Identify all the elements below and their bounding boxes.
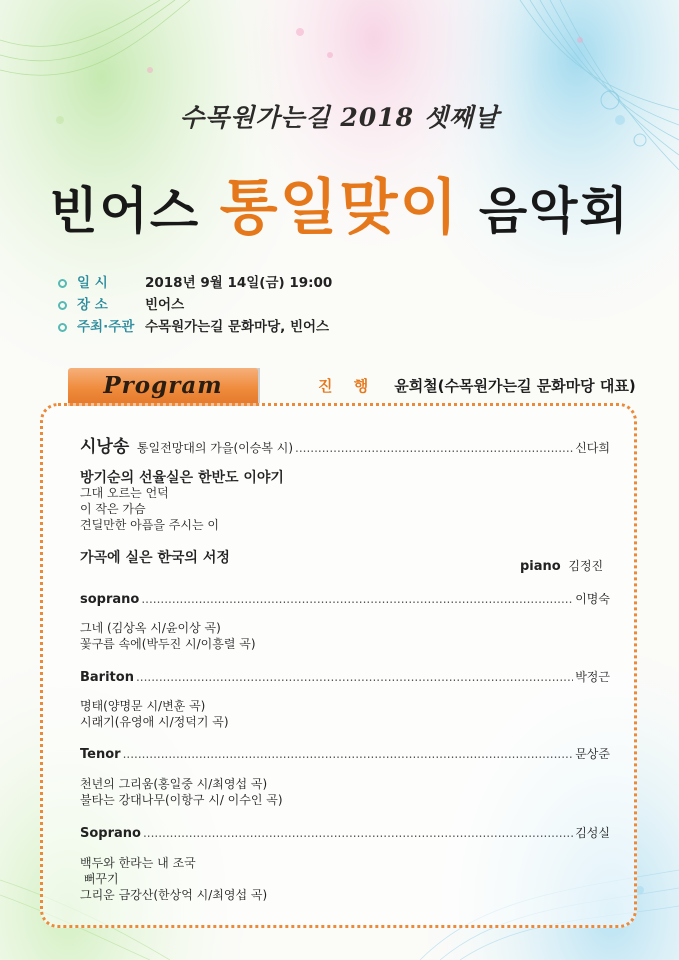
song-item: 뻐꾸기 <box>80 872 119 886</box>
song-item: 명태(양명문 시/변훈 곡) <box>80 699 206 713</box>
performance-line <box>80 590 610 607</box>
leader-dots <box>141 592 573 606</box>
song-item: 꽃구름 속에(박두진 시/이흥렬 곡) <box>80 637 256 651</box>
leader-dots <box>136 670 573 684</box>
info-row-organizer <box>58 316 332 338</box>
info-row-datetime <box>58 272 332 294</box>
poem-line <box>80 432 610 457</box>
info-row-place <box>58 294 332 316</box>
poem-title: 통일전망대의 가을(이승복 시) <box>136 441 294 455</box>
leader-dots <box>295 441 573 455</box>
leader-dots <box>143 826 573 840</box>
performance-part: Bariton <box>80 670 134 685</box>
performance-part: Soprano <box>80 826 141 841</box>
pianist: 김정진 <box>568 559 604 573</box>
performance-singer: 박정근 <box>575 670 610 684</box>
title-venue: 빈어스 <box>49 182 201 240</box>
performance-singer: 문상준 <box>575 747 610 761</box>
performance-singer: 김성실 <box>575 826 610 840</box>
info-value: 빈어스 <box>145 297 185 313</box>
event-info <box>58 272 332 338</box>
song-item: 시래기(유영애 시/정덕기 곡) <box>80 715 229 729</box>
piano-label: piano <box>520 559 561 574</box>
performance-line <box>80 668 610 685</box>
song-item: 그리운 금강산(한상억 시/최영섭 곡) <box>80 888 268 902</box>
story-item: 견딜만한 아픔을 주시는 이 <box>80 518 219 532</box>
performance-part: Tenor <box>80 747 121 762</box>
event-subtitle: 수목원가는길 2018 셋째날 <box>179 103 500 132</box>
bullet-icon <box>58 301 67 310</box>
info-label: 장 소 <box>77 297 108 313</box>
program-tab-label: Program <box>103 372 223 399</box>
info-label: 주최·주관 <box>77 319 135 335</box>
piano-line <box>520 557 603 574</box>
performance-line <box>80 745 610 762</box>
performance-singer: 이명숙 <box>575 592 610 606</box>
title-concert: 음악회 <box>478 182 630 240</box>
performance-part: soprano <box>80 592 140 607</box>
host-line <box>318 375 636 396</box>
story-item: 그대 오르는 언덕 <box>80 486 169 500</box>
info-label: 일 시 <box>77 275 108 291</box>
song-item: 불타는 강대나무(이항구 시/ 이수인 곡) <box>80 793 283 807</box>
leader-dots <box>123 747 574 761</box>
event-title <box>0 160 679 246</box>
song-item: 그네 (김상옥 시/윤이상 곡) <box>80 621 221 635</box>
info-value: 수목원가는길 문화마당, 빈어스 <box>145 319 330 335</box>
performance-line <box>80 824 610 841</box>
poem-label: 시낭송 <box>80 437 130 457</box>
host-value: 윤희철(수목원가는길 문화마당 대표) <box>394 377 636 395</box>
story-title: 방기순의 선율실은 한반도 이야기 <box>80 470 284 486</box>
bullet-icon <box>58 323 67 332</box>
story-item: 이 작은 가슴 <box>80 502 146 516</box>
host-label: 진 행 <box>318 377 377 395</box>
poem-performer: 신다희 <box>575 441 610 455</box>
title-highlight: 통일맞이 <box>219 173 460 243</box>
info-value: 2018년 9월 14일(금) 19:00 <box>145 275 333 291</box>
program-tab <box>68 368 258 406</box>
bullet-icon <box>58 279 67 288</box>
song-item: 백두와 한라는 내 조국 <box>80 856 196 870</box>
song-item: 천년의 그리움(홍일중 시/최영섭 곡) <box>80 777 268 791</box>
lyric-title: 가곡에 실은 한국의 서정 <box>80 550 230 566</box>
